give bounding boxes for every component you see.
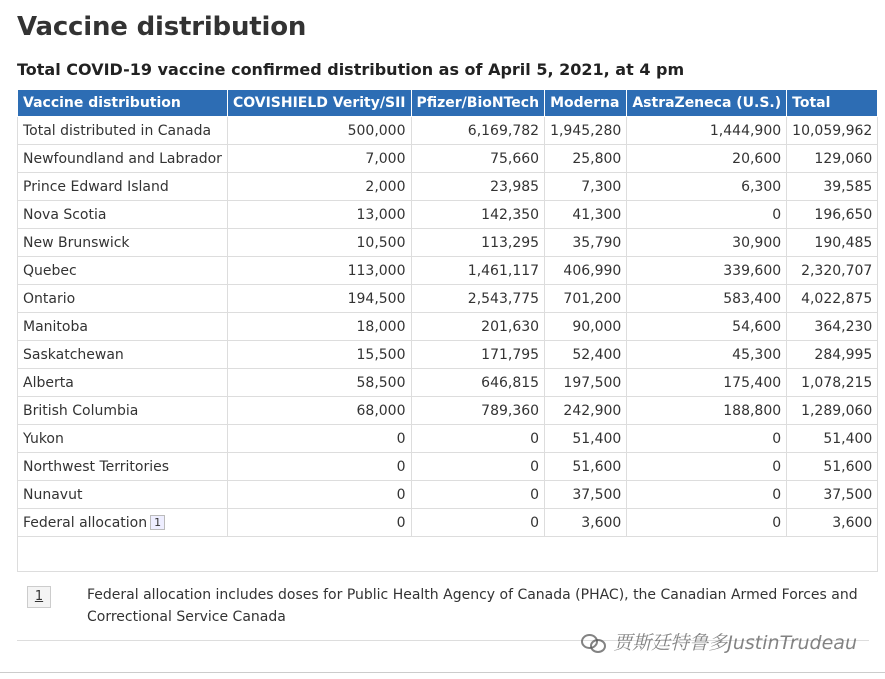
table-row — [18, 481, 878, 509]
row-label: British Columbia — [23, 402, 139, 419]
value-cell — [411, 481, 545, 509]
cell-value: 3,600 — [581, 514, 622, 531]
value-cell — [227, 145, 411, 173]
value-cell — [545, 397, 627, 425]
value-cell — [787, 229, 878, 257]
value-cell — [627, 285, 787, 313]
value-cell — [227, 369, 411, 397]
column-header[interactable]: Moderna — [545, 90, 627, 117]
table-row — [18, 453, 878, 481]
value-cell — [627, 173, 787, 201]
row-label-cell — [18, 425, 228, 453]
cell-value: 2,543,775 — [467, 290, 540, 307]
page-title: Vaccine distribution — [17, 12, 307, 42]
row-label: Yukon — [23, 430, 64, 447]
cell-value: 0 — [396, 514, 406, 531]
value-cell — [545, 201, 627, 229]
value-cell — [545, 145, 627, 173]
row-label-cell — [18, 481, 228, 509]
value-cell — [227, 229, 411, 257]
cell-value: 41,300 — [572, 206, 622, 223]
cell-value: 7,000 — [365, 150, 406, 167]
vaccine-distribution-table — [17, 89, 878, 572]
cell-value: 13,000 — [356, 206, 406, 223]
cell-value: 39,585 — [823, 178, 873, 195]
value-cell — [787, 509, 878, 537]
cell-value: 3,600 — [832, 514, 873, 531]
row-label-cell — [18, 145, 228, 173]
cell-value: 646,815 — [481, 374, 540, 391]
value-cell — [787, 257, 878, 285]
cell-value: 406,990 — [563, 262, 622, 279]
row-label: New Brunswick — [23, 234, 130, 251]
value-cell — [787, 313, 878, 341]
cell-value: 197,500 — [563, 374, 622, 391]
footnote-back-link[interactable]: 1 — [27, 586, 51, 608]
cell-value: 196,650 — [814, 206, 873, 223]
value-cell — [227, 117, 411, 145]
row-label: Northwest Territories — [23, 458, 170, 475]
row-label-cell — [18, 285, 228, 313]
table-row — [18, 397, 878, 425]
value-cell — [227, 173, 411, 201]
table-caption: Total COVID-19 vaccine confirmed distribution as of April 5, 2021, at 4 pm — [17, 60, 685, 79]
value-cell — [787, 369, 878, 397]
value-cell — [227, 481, 411, 509]
cell-value: 51,400 — [823, 430, 873, 447]
value-cell — [411, 173, 545, 201]
value-cell — [545, 229, 627, 257]
row-label: Ontario — [23, 290, 76, 307]
cell-value: 0 — [396, 458, 406, 475]
value-cell — [787, 173, 878, 201]
row-label-cell — [18, 173, 228, 201]
cell-value: 90,000 — [572, 318, 622, 335]
row-label: Manitoba — [23, 318, 88, 335]
table-body — [18, 117, 878, 572]
table-row — [18, 201, 878, 229]
row-label: Alberta — [23, 374, 74, 391]
cell-value: 0 — [396, 486, 406, 503]
value-cell — [411, 369, 545, 397]
table-row — [18, 341, 878, 369]
value-cell — [411, 397, 545, 425]
column-header[interactable]: Total — [787, 90, 878, 117]
row-label: Total distributed in Canada — [23, 122, 212, 139]
value-cell — [411, 313, 545, 341]
value-cell — [227, 453, 411, 481]
cell-value: 1,078,215 — [801, 374, 873, 391]
cell-value: 500,000 — [347, 122, 406, 139]
row-label-cell — [18, 117, 228, 145]
cell-value: 4,022,875 — [801, 290, 873, 307]
cell-value: 113,295 — [481, 234, 540, 251]
value-cell — [545, 425, 627, 453]
value-cell — [411, 257, 545, 285]
cell-value: 37,500 — [572, 486, 622, 503]
column-header[interactable]: Pfizer/BioNTech — [411, 90, 545, 117]
value-cell — [411, 341, 545, 369]
value-cell — [627, 313, 787, 341]
value-cell — [227, 201, 411, 229]
row-label-cell — [18, 229, 228, 257]
cell-value: 0 — [772, 430, 782, 447]
value-cell — [787, 145, 878, 173]
row-label: Nova Scotia — [23, 206, 107, 223]
cell-value: 0 — [530, 514, 540, 531]
value-cell — [627, 257, 787, 285]
cell-value: 51,600 — [823, 458, 873, 475]
cell-value: 75,660 — [490, 150, 540, 167]
value-cell — [227, 285, 411, 313]
cell-value: 789,360 — [481, 402, 540, 419]
row-label-cell — [18, 509, 228, 537]
value-cell — [545, 369, 627, 397]
cell-value: 1,444,900 — [709, 122, 782, 139]
cell-value: 52,400 — [572, 346, 622, 363]
cell-value: 0 — [772, 206, 782, 223]
column-header[interactable]: COVISHIELD Verity/SII — [227, 90, 411, 117]
cell-value: 364,230 — [814, 318, 873, 335]
footnote-text: Federal allocation includes doses for Public Health Agency of Canada (PHAC), the Canadian Armed Forces and Correctional Service Canada — [87, 587, 858, 625]
value-cell — [545, 453, 627, 481]
value-cell — [227, 425, 411, 453]
cell-value: 0 — [530, 430, 540, 447]
cell-value: 51,400 — [572, 430, 622, 447]
cell-value: 113,000 — [347, 262, 406, 279]
table-row — [18, 369, 878, 397]
value-cell — [627, 369, 787, 397]
value-cell — [411, 285, 545, 313]
cell-value: 129,060 — [814, 150, 873, 167]
table-row — [18, 285, 878, 313]
value-cell — [627, 145, 787, 173]
table-row — [18, 173, 878, 201]
cell-value: 1,945,280 — [550, 122, 622, 139]
cell-value: 1,289,060 — [801, 402, 873, 419]
cell-value: 142,350 — [481, 206, 540, 223]
cell-value: 188,800 — [723, 402, 782, 419]
value-cell — [227, 341, 411, 369]
value-cell — [227, 257, 411, 285]
value-cell — [411, 145, 545, 173]
cell-value: 190,485 — [814, 234, 873, 251]
cell-value: 6,169,782 — [467, 122, 540, 139]
cell-value: 6,300 — [741, 178, 782, 195]
table-row — [18, 257, 878, 285]
value-cell — [545, 481, 627, 509]
cell-value: 58,500 — [356, 374, 406, 391]
wechat-icon — [581, 632, 607, 652]
value-cell — [545, 173, 627, 201]
table-row — [18, 145, 878, 173]
cell-value: 0 — [772, 486, 782, 503]
watermark-text: 贾斯廷特鲁多JustinTrudeau — [613, 632, 857, 654]
row-label-cell — [18, 341, 228, 369]
value-cell — [227, 313, 411, 341]
cell-value: 23,985 — [490, 178, 540, 195]
value-cell — [545, 313, 627, 341]
value-cell — [787, 397, 878, 425]
value-cell — [227, 397, 411, 425]
row-label-cell — [18, 313, 228, 341]
value-cell — [545, 117, 627, 145]
value-cell — [787, 117, 878, 145]
value-cell — [627, 397, 787, 425]
row-label: Saskatchewan — [23, 346, 124, 363]
value-cell — [545, 285, 627, 313]
value-cell — [627, 481, 787, 509]
cell-value: 1,461,117 — [467, 262, 540, 279]
watermark — [581, 628, 857, 655]
cell-value: 583,400 — [723, 290, 782, 307]
row-label-cell — [18, 201, 228, 229]
cell-value: 54,600 — [732, 318, 782, 335]
cell-value: 51,600 — [572, 458, 622, 475]
cell-value: 0 — [530, 486, 540, 503]
row-label-cell — [18, 397, 228, 425]
cell-value: 20,600 — [732, 150, 782, 167]
value-cell — [411, 453, 545, 481]
cell-value: 284,995 — [814, 346, 873, 363]
row-label: Federal allocation — [23, 514, 148, 531]
cell-value: 194,500 — [347, 290, 406, 307]
cell-value: 37,500 — [823, 486, 873, 503]
row-label: Quebec — [23, 262, 77, 279]
value-cell — [787, 425, 878, 453]
cell-value: 35,790 — [572, 234, 622, 251]
value-cell — [787, 453, 878, 481]
cell-value: 68,000 — [356, 402, 406, 419]
value-cell — [411, 229, 545, 257]
value-cell — [545, 341, 627, 369]
row-label-cell — [18, 369, 228, 397]
value-cell — [627, 201, 787, 229]
cell-value: 45,300 — [732, 346, 782, 363]
value-cell — [411, 509, 545, 537]
value-cell — [627, 453, 787, 481]
row-label-cell — [18, 257, 228, 285]
table-row — [18, 509, 878, 537]
cell-value: 171,795 — [481, 346, 540, 363]
footnote-ref-link[interactable]: 1 — [150, 515, 165, 530]
column-header[interactable]: AstraZeneca (U.S.) — [627, 90, 787, 117]
value-cell — [627, 229, 787, 257]
value-cell — [227, 509, 411, 537]
divider — [0, 672, 885, 673]
cell-value: 18,000 — [356, 318, 406, 335]
cell-value: 339,600 — [723, 262, 782, 279]
row-label: Nunavut — [23, 486, 83, 503]
table-row — [18, 117, 878, 145]
cell-value: 7,300 — [581, 178, 622, 195]
cell-value: 0 — [396, 430, 406, 447]
value-cell — [787, 201, 878, 229]
value-cell — [627, 341, 787, 369]
value-cell — [411, 425, 545, 453]
table-row — [18, 229, 878, 257]
cell-value: 10,500 — [356, 234, 406, 251]
column-header[interactable]: Vaccine distribution — [18, 90, 228, 117]
cell-value: 30,900 — [732, 234, 782, 251]
cell-value: 701,200 — [563, 290, 622, 307]
cell-value: 175,400 — [723, 374, 782, 391]
table-header-row — [18, 90, 878, 117]
value-cell — [787, 285, 878, 313]
cell-value: 201,630 — [481, 318, 540, 335]
cell-value: 15,500 — [356, 346, 406, 363]
cell-value: 2,000 — [365, 178, 406, 195]
value-cell — [787, 481, 878, 509]
value-cell — [627, 425, 787, 453]
cell-value: 25,800 — [572, 150, 622, 167]
spacer-cell — [18, 537, 878, 572]
cell-value: 0 — [530, 458, 540, 475]
cell-value: 0 — [772, 458, 782, 475]
value-cell — [411, 201, 545, 229]
table-row — [18, 313, 878, 341]
cell-value: 2,320,707 — [801, 262, 873, 279]
row-label: Prince Edward Island — [23, 178, 169, 195]
value-cell — [787, 341, 878, 369]
table-row — [18, 425, 878, 453]
table-spacer-row — [18, 537, 878, 572]
cell-value: 0 — [772, 514, 782, 531]
value-cell — [627, 117, 787, 145]
row-label-cell — [18, 453, 228, 481]
value-cell — [545, 257, 627, 285]
value-cell — [627, 509, 787, 537]
cell-value: 10,059,962 — [792, 122, 873, 139]
row-label: Newfoundland and Labrador — [23, 150, 222, 167]
cell-value: 242,900 — [563, 402, 622, 419]
value-cell — [411, 117, 545, 145]
value-cell — [545, 509, 627, 537]
